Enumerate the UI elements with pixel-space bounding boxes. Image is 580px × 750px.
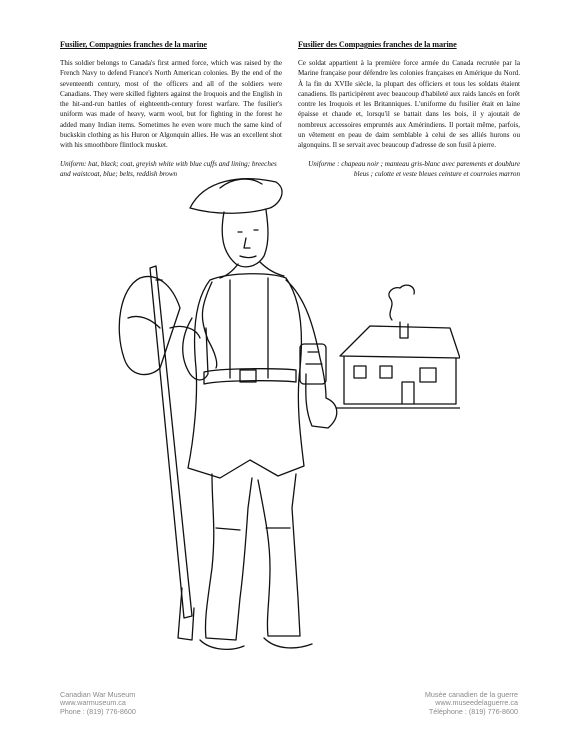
french-description: Ce soldat appartient à la première force armée du Canada recrutée par la Marine française pour défendre les colonies françaises en Amérique du Nord. À la fin du XVIIe siècle, la plupart des officiers et tous les soldats étaient canadiens. Ils participèrent avec beaucoup d'habileté aux raids lancés en forêt contre les Iroquois et les Britanniques. L'uniforme du fusilier était en laine épaisse et chaude et, lorsqu'il se battait dans les bois, il y ajoutait de nombreux accessoires empruntés aux Amérindiens. Il portait même, parfois, un vêtement en peau de daim semblable à celui de ses alliés hurons ou algonquins. Il se servait avec beaucoup d'adresse de son fusil à pierre. bbox=[298, 59, 520, 150]
musket-drawing bbox=[150, 266, 194, 640]
french-uniform-note: Uniforme : chapeau noir ; manteau gris-blanc avec parements et doublure bleus ; culotte et veste bleues ceinture et courroies marron bbox=[308, 159, 520, 178]
french-title: Fusilier des Compagnies franches de la marine bbox=[298, 40, 457, 49]
museum-website-english[interactable]: www.warmuseum.ca bbox=[60, 698, 126, 708]
english-column bbox=[60, 40, 282, 179]
french-column bbox=[298, 40, 520, 179]
museum-name-french: Musée canadien de la guerre bbox=[424, 690, 518, 699]
footer-french bbox=[425, 691, 518, 716]
fusilier-illustration bbox=[100, 168, 460, 668]
museum-phone-french: Téléphone : (819) 776-8600 bbox=[428, 706, 518, 716]
museum-name-english: Canadian War Museum bbox=[60, 690, 136, 699]
soldier-body-drawing bbox=[170, 274, 337, 478]
english-title: Fusilier, Compagnies franches de la marine bbox=[60, 40, 207, 49]
museum-website-french[interactable]: www.museedelaguerre.ca bbox=[435, 698, 518, 708]
english-uniform-note: Uniform: hat, black; coat, greyish white with blue cuffs and lining; breeches and waistcoat, blue; belts, reddish brown bbox=[60, 159, 277, 178]
soldier-legs-drawing bbox=[200, 474, 312, 649]
footer-english bbox=[60, 691, 136, 716]
house-drawing bbox=[336, 285, 460, 408]
museum-phone-english: Phone : (819) 776-8600 bbox=[60, 706, 136, 716]
soldier-head-drawing bbox=[190, 179, 284, 278]
english-description: This soldier belongs to Canada's first armed force, which was raised by the French Navy to defend France's North American colonies. By the end of the seventeenth century, most of the officers and all of the soldiers were Canadians. They were skilled fighters against the Iroquois and the English in the hit-and-run battles of eighteenth-century forest warfare. The fusilier's uniform was made of heavy, warm wool, but for fighting in the forest he added many Indian items. Sometimes he even wore much the same kind of buckskin clothing as his Huron or Algonquin allies. He was an excellent shot with his smoothbore flintlock musket. bbox=[60, 59, 282, 150]
